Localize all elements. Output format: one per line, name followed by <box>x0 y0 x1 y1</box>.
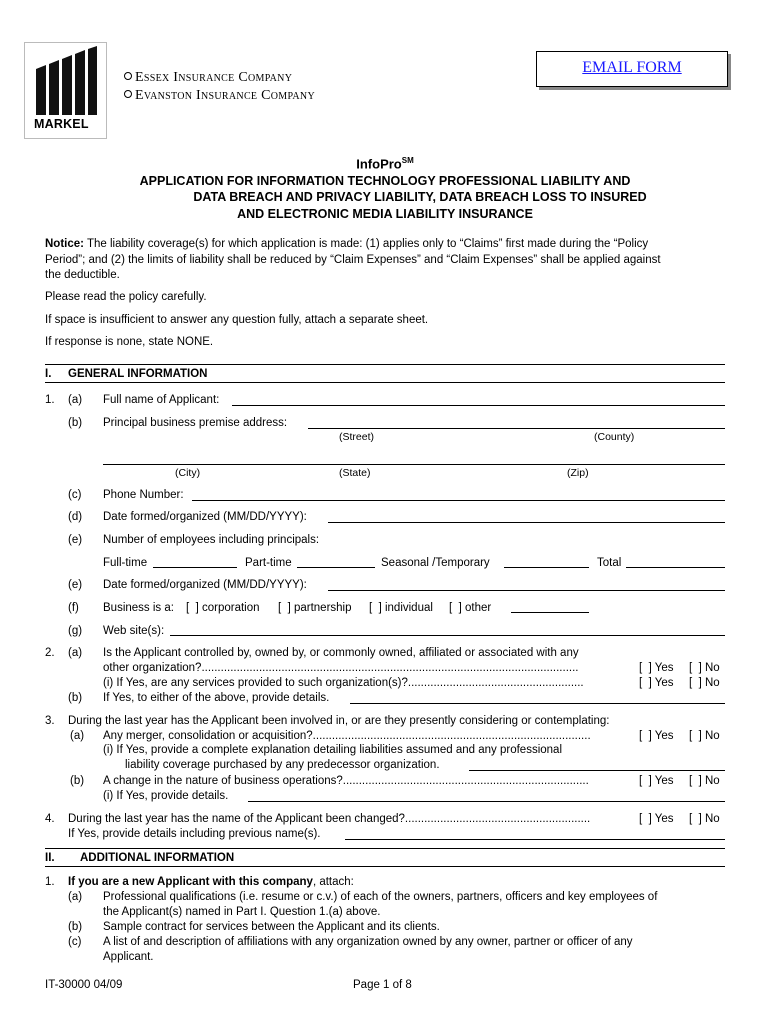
q3a-i2: liability coverage purchased by any predecessor organization. <box>125 759 440 771</box>
q4-line2: If Yes, provide details including previous name(s). <box>68 828 321 840</box>
radio-circle-icon[interactable] <box>124 90 132 98</box>
q2a-no[interactable]: [ ] No <box>689 662 720 674</box>
q1f-label: Business is a: <box>103 602 174 614</box>
q1a-label: Full name of Applicant: <box>103 394 220 406</box>
email-form-button[interactable] <box>536 51 728 87</box>
parttime-label: Part-time <box>245 557 292 569</box>
q1-num: 1. <box>45 394 55 406</box>
q1d-label: Date formed/organized (MM/DD/YYYY): <box>103 511 307 523</box>
q3b-letter: (b) <box>70 775 85 787</box>
section-rule <box>45 364 725 365</box>
q3b-label: A change in the nature of business operations?............................................................................. <box>103 775 589 787</box>
q1c-label: Phone Number: <box>103 489 184 501</box>
county-caption: (County) <box>594 431 635 443</box>
instruction-1: Please read the policy carefully. <box>45 291 207 303</box>
q3a-label: Any merger, consolidation or acquisition?....................................................................................... <box>103 730 591 742</box>
company-evanston[interactable]: Evanston Insurance Company <box>124 88 315 104</box>
q2a-i: (i) If Yes, are any services provided to such organization(s)?....................................................... <box>103 677 584 689</box>
street-caption: (Street) <box>339 431 375 443</box>
instruction-2: If space is insufficient to answer any question fully, attach a separate sheet. <box>45 314 429 326</box>
title-line-3: AND ELECTRONIC MEDIA LIABILITY INSURANCE <box>237 207 533 221</box>
q3b-yes[interactable]: [ ] Yes <box>639 775 674 787</box>
q1a-letter: (a) <box>68 394 83 406</box>
q2ai-yes[interactable]: [ ] Yes <box>639 677 674 689</box>
q1e-label: Number of employees including principals: <box>103 534 320 546</box>
phone-field[interactable] <box>192 500 725 501</box>
page-number: Page 1 of 8 <box>353 979 412 991</box>
q3a-no[interactable]: [ ] No <box>689 730 720 742</box>
corporation-checkbox[interactable]: [ ] corporation <box>186 602 260 614</box>
q1e2-label: Date formed/organized (MM/DD/YYYY): <box>103 579 307 591</box>
q4-yes[interactable]: [ ] Yes <box>639 813 674 825</box>
city-state-zip-field[interactable] <box>103 464 725 465</box>
applicant-name-field[interactable] <box>232 405 725 406</box>
section-rule <box>45 866 725 867</box>
s2-c-letter: (c) <box>68 936 82 948</box>
individual-checkbox[interactable]: [ ] individual <box>369 602 433 614</box>
q2a-line1: Is the Applicant controlled by, owned by, or commonly owned, affiliated or associated with any <box>103 647 579 659</box>
markel-logo <box>24 42 107 139</box>
product-title: InfoPro℠ <box>356 156 414 172</box>
s2-b-letter: (b) <box>68 921 83 933</box>
state-caption: (State) <box>339 467 371 479</box>
s2-a-letter: (a) <box>68 891 83 903</box>
s2-c-line2: Applicant. <box>103 951 154 963</box>
section1-num: I. <box>45 368 52 380</box>
total-field[interactable] <box>626 567 725 568</box>
s2-a-line1: Professional qualifications (i.e. resume or c.v.) of each of the owners, partners, officers and key employees of <box>103 891 658 903</box>
q3-intro: During the last year has the Applicant been involved in, or are they presently considering or contemplating: <box>68 715 610 727</box>
q1g-label: Web site(s): <box>103 625 165 637</box>
email-form-label: EMAIL FORM <box>582 59 682 76</box>
q2b-label: If Yes, to either of the above, provide details. <box>103 692 330 704</box>
q2a-line2: other organization?...................................................................................................................... <box>103 662 579 674</box>
q1c-letter: (c) <box>68 489 82 501</box>
fulltime-label: Full-time <box>103 557 148 569</box>
parttime-field[interactable] <box>297 567 375 568</box>
q1g-letter: (g) <box>68 625 83 637</box>
total-label: Total <box>597 557 622 569</box>
q2b-letter: (b) <box>68 692 83 704</box>
q4-num: 4. <box>45 813 55 825</box>
q4-details-field[interactable] <box>345 839 725 840</box>
q3b-no[interactable]: [ ] No <box>689 775 720 787</box>
fulltime-field[interactable] <box>153 567 237 568</box>
q3b-i: (i) If Yes, provide details. <box>103 790 229 802</box>
date-formed-field-2[interactable] <box>328 590 725 591</box>
radio-circle-icon[interactable] <box>124 72 132 80</box>
street-field[interactable] <box>308 428 725 429</box>
section-rule <box>45 848 725 849</box>
q2a-letter: (a) <box>68 647 83 659</box>
q2ai-no[interactable]: [ ] No <box>689 677 720 689</box>
s2-q1-text: If you are a new Applicant with this company, attach: <box>68 876 354 888</box>
q1d-letter: (d) <box>68 511 83 523</box>
section1-title: GENERAL INFORMATION <box>68 368 208 380</box>
q1b-label: Principal business premise address: <box>103 417 288 429</box>
q1e2-letter: (e) <box>68 579 83 591</box>
s2-b-text: Sample contract for services between the Applicant and its clients. <box>103 921 440 933</box>
q3a-letter: (a) <box>70 730 85 742</box>
company-essex[interactable]: Essex Insurance Company <box>124 70 292 86</box>
section2-num: II. <box>45 852 55 864</box>
q2-num: 2. <box>45 647 55 659</box>
other-checkbox[interactable]: [ ] other <box>449 602 492 614</box>
other-field[interactable] <box>511 612 589 613</box>
q3-num: 3. <box>45 715 55 727</box>
date-formed-field[interactable] <box>328 522 725 523</box>
notice-text: Notice: The liability coverage(s) for which application is made: (1) applies only to “Claims” first made during the “Policy Period”; and (2) the limits of liability shall be reduced by “Claim Expenses” and “Claim Expenses” shall be applied against the deductible. <box>45 238 661 281</box>
instruction-3: If response is none, state NONE. <box>45 336 214 348</box>
s2-c-line1: A list of and description of affiliations with any organization owned by any owner, partner or officer of any <box>103 936 633 948</box>
q3b-details-field[interactable] <box>248 801 725 802</box>
partnership-checkbox[interactable]: [ ] partnership <box>278 602 352 614</box>
website-field[interactable] <box>170 635 725 636</box>
q2b-details-field[interactable] <box>350 703 725 704</box>
q4-line1: During the last year has the name of the Applicant been changed?.......................................................... <box>68 813 591 825</box>
q1e-letter: (e) <box>68 534 83 546</box>
logo-text: MARKEL <box>34 117 89 131</box>
section-rule <box>45 382 725 383</box>
section2-title: ADDITIONAL INFORMATION <box>80 852 235 864</box>
s2-a-line2: the Applicant(s) named in Part I. Question 1.(a) above. <box>103 906 381 918</box>
s2-q1-num: 1. <box>45 876 55 888</box>
q3a-i1: (i) If Yes, provide a complete explanation detailing liabilities assumed and any professional <box>103 744 562 756</box>
q3a-details-field[interactable] <box>469 770 725 771</box>
q1b-letter: (b) <box>68 417 83 429</box>
zip-caption: (Zip) <box>567 467 589 479</box>
form-code: IT-30000 04/09 <box>45 979 123 991</box>
seasonal-label: Seasonal /Temporary <box>381 557 490 569</box>
city-caption: (City) <box>175 467 201 479</box>
q3a-yes[interactable]: [ ] Yes <box>639 730 674 742</box>
seasonal-field[interactable] <box>504 567 589 568</box>
q1f-letter: (f) <box>68 602 79 614</box>
title-line-1: APPLICATION FOR INFORMATION TECHNOLOGY PROFESSIONAL LIABILITY AND <box>139 174 631 188</box>
title-line-2: DATA BREACH AND PRIVACY LIABILITY, DATA BREACH LOSS TO INSURED <box>193 190 647 204</box>
q4-no[interactable]: [ ] No <box>689 813 720 825</box>
q2a-yes[interactable]: [ ] Yes <box>639 662 674 674</box>
